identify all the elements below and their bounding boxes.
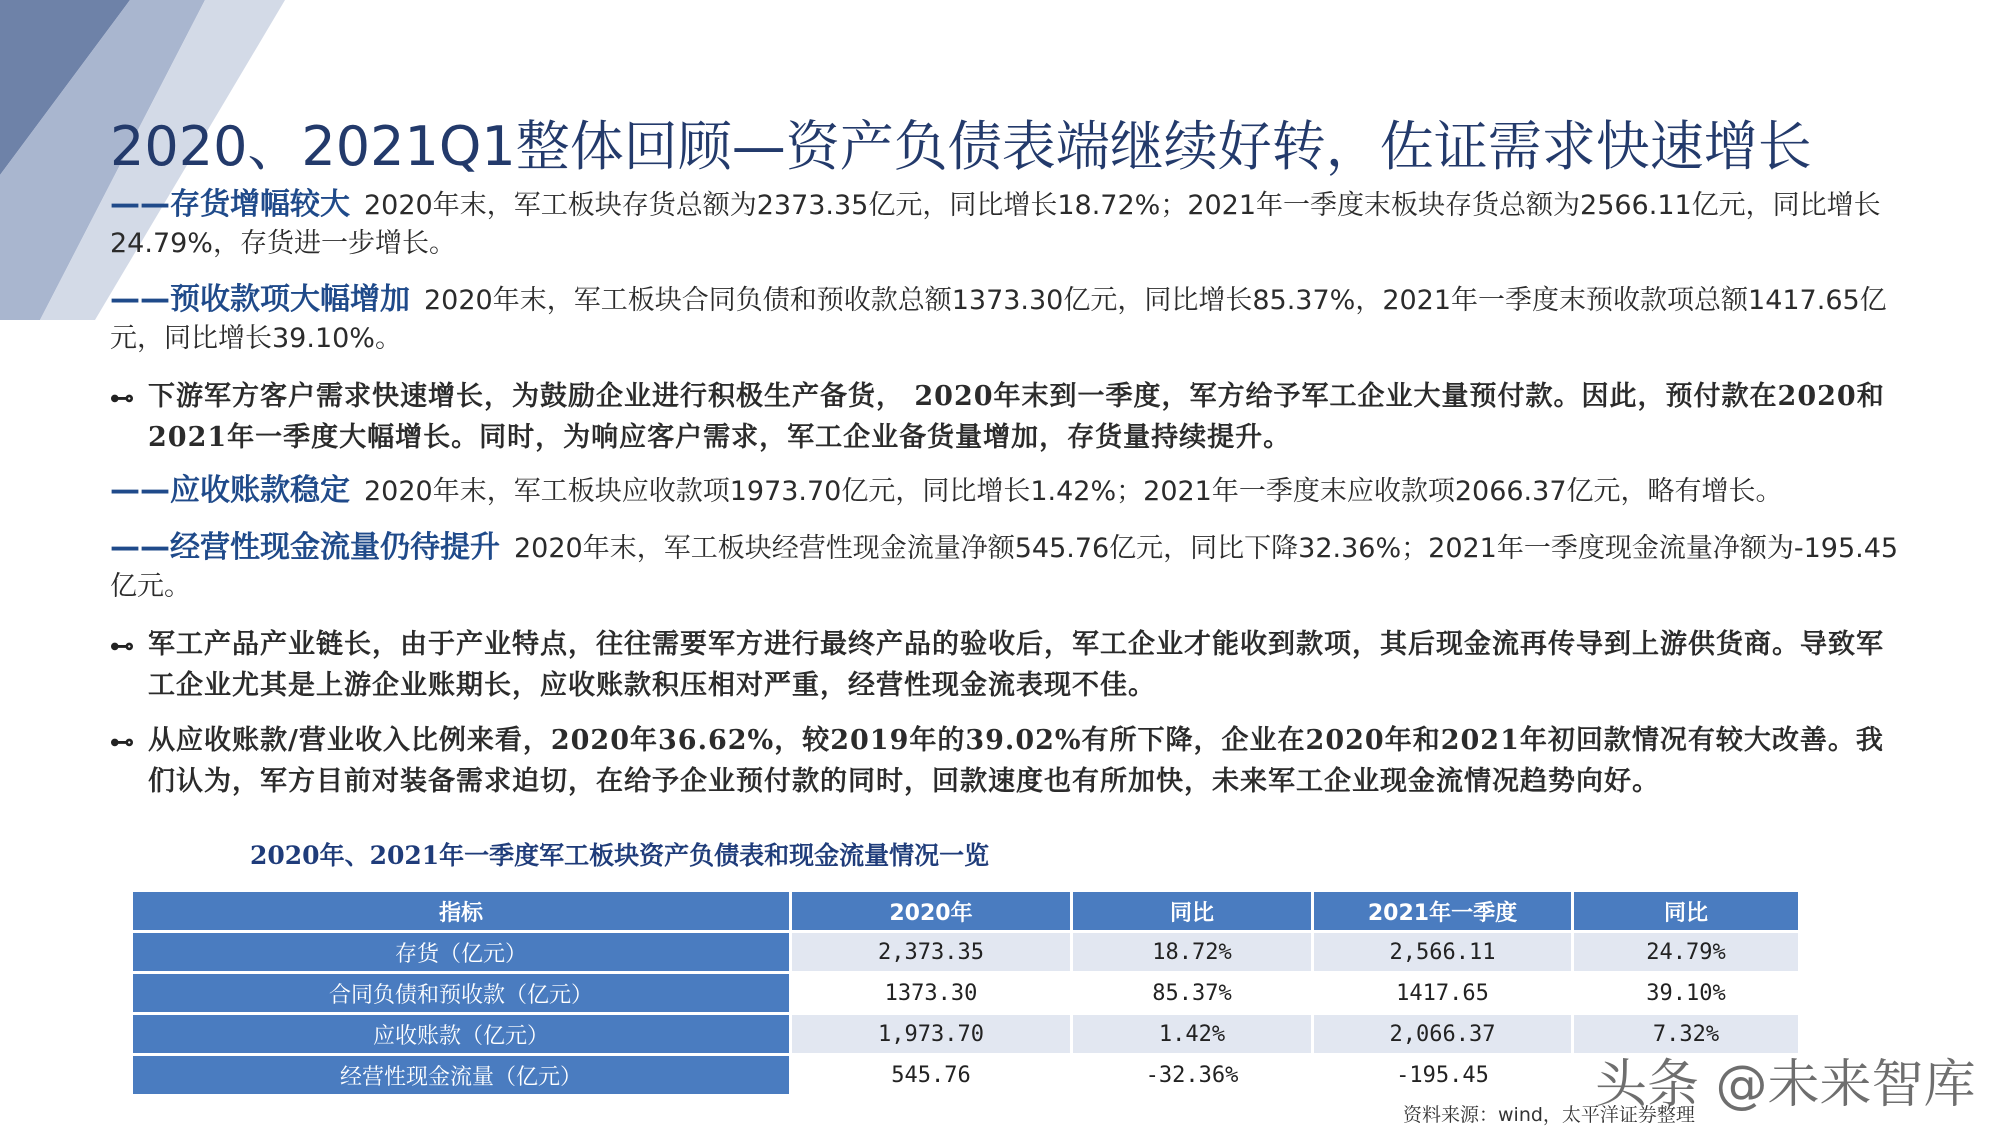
section-text: 2020年末，军工板块合同负债和预收款总额1373.30亿元，同比增长85.37%，2021年一季度末预收款项总额1417.65亿元，同比增长39.10%。 [110, 285, 1887, 354]
bullet-point [110, 624, 1900, 706]
section-cash-flow [110, 529, 1900, 606]
bullet-point [110, 376, 1900, 458]
section-receivables [110, 472, 1900, 511]
row-label: 存货（亿元） [132, 932, 791, 973]
bullet-text: 下游军方客户需求快速增长，为鼓励企业进行积极生产备货， 2020年末到一季度，军方给予军工企业大量预付款。因此，预付款在2020和2021年一季度大幅增长。同时，为响应客户需求，军工企业备货量增加，存货量持续提升。 [148, 381, 1885, 453]
row-label: 经营性现金流量（亿元） [132, 1055, 791, 1096]
table-cell: 18.72% [1072, 932, 1313, 973]
table-cell: 2,066.37 [1313, 1014, 1573, 1055]
watermark: 头条 @未来智库 [1595, 1055, 1976, 1115]
bullet-text: 军工产品产业链长，由于产业特点，往往需要军方进行最终产品的验收后，军工企业才能收到款项，其后现金流再传导到上游供货商。导致军工企业尤其是上游企业账期长，应收账款积压相对严重，经营性现金流表现不佳。 [148, 629, 1884, 701]
table-cell: 7.32% [1573, 1014, 1800, 1055]
section-inventory [110, 186, 1900, 263]
bullet-point [110, 720, 1900, 802]
table-row [132, 932, 1800, 973]
key-bullet-icon: ⊷ [110, 631, 135, 660]
table-row [132, 1014, 1800, 1055]
table-cell: 1373.30 [791, 973, 1072, 1014]
table-cell: 39.10% [1573, 973, 1800, 1014]
table-cell: -32.36% [1072, 1055, 1313, 1096]
section-text: 2020年末，军工板块经营性现金流量净额545.76亿元，同比下降32.36%；2021年一季度现金流量净额为-195.45亿元。 [110, 533, 1899, 602]
page-title: 2020、2021Q1整体回顾—资产负债表端继续好转，佐证需求快速增长 [110, 115, 1812, 178]
table-cell: 545.76 [791, 1055, 1072, 1096]
section-heading: ——应收账款稳定 [110, 473, 350, 508]
table-cell: 2,373.35 [791, 932, 1072, 973]
section-heading: ——预收款项大幅增加 [110, 282, 410, 317]
column-header: 同比 [1072, 891, 1313, 932]
table-cell: 85.37% [1072, 973, 1313, 1014]
table-cell: 1,973.70 [791, 1014, 1072, 1055]
key-bullet-icon: ⊷ [110, 383, 135, 412]
column-header: 同比 [1573, 891, 1800, 932]
key-bullet-icon: ⊷ [110, 727, 135, 756]
data-table [130, 889, 1801, 1097]
table-row [132, 973, 1800, 1014]
body-content [110, 186, 1900, 816]
table-header-row [132, 891, 1800, 932]
section-heading: ——经营性现金流量仍待提升 [110, 530, 500, 565]
table-cell: 2,566.11 [1313, 932, 1573, 973]
column-header: 2020年 [791, 891, 1072, 932]
table-title: 2020年、2021年一季度军工板块资产负债表和现金流量情况一览 [250, 841, 990, 870]
section-advance-receipts [110, 281, 1900, 358]
table-cell: 1417.65 [1313, 973, 1573, 1014]
bullet-text: 从应收账款/营业收入比例来看，2020年36.62%，较2019年的39.02%有所下降，企业在2020年和2021年初回款情况有较大改善。我们认为，军方目前对装备需求迫切，在给予企业预付款的同时，回款速度也有所加快，未来军工企业现金流情况趋势向好。 [148, 725, 1884, 797]
table-cell: 24.79% [1573, 932, 1800, 973]
row-label: 应收账款（亿元） [132, 1014, 791, 1055]
column-header: 指标 [132, 891, 791, 932]
source-note: 资料来源：wind，太平洋证券整理 [1403, 1104, 1695, 1126]
section-text: 2020年末，军工板块应收款项1973.70亿元，同比增长1.42%；2021年一季度末应收款项2066.37亿元，略有增长。 [364, 476, 1783, 507]
section-text: 2020年末，军工板块存货总额为2373.35亿元，同比增长18.72%；2021年一季度末板块存货总额为2566.11亿元，同比增长24.79%，存货进一步增长。 [110, 190, 1881, 259]
table-cell: -195.45 [1313, 1055, 1573, 1096]
table-row [132, 1055, 1800, 1096]
section-heading: ——存货增幅较大 [110, 187, 350, 222]
column-header: 2021年一季度 [1313, 891, 1573, 932]
table-cell: 1.42% [1072, 1014, 1313, 1055]
row-label: 合同负债和预收款（亿元） [132, 973, 791, 1014]
